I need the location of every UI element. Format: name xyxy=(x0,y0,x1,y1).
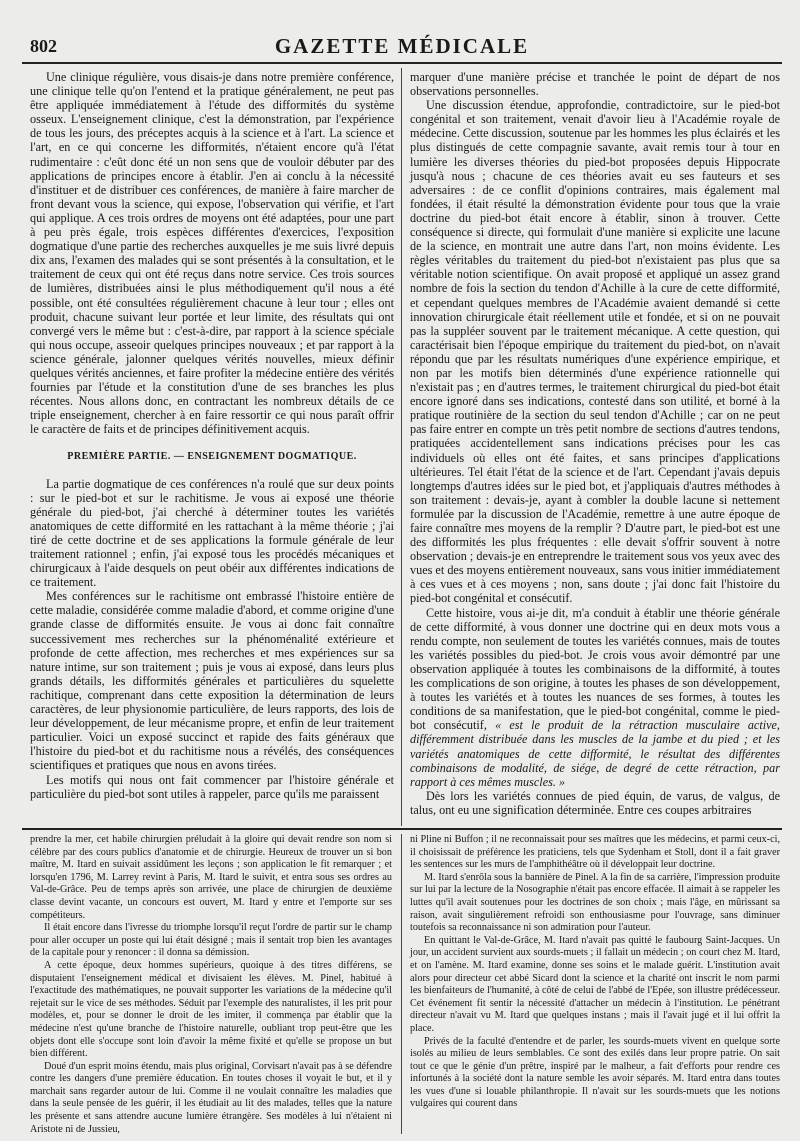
feuilleton-divider xyxy=(401,834,402,1134)
page-header xyxy=(22,30,782,60)
page-number: 802 xyxy=(30,36,57,56)
paragraph: A cette époque, deux hommes supérieurs, quoique à des titres différens, se disputaient l'enseignement médical et divisaient les élèves. M. Pinel, habitué à l'exactitude des mathématiques, ne pouvait supporter les variations de la médecine qu'il rejetait sur le vice de ses méthodes. Séduit par l'exemple des naturalistes, il les prit pour modèles, et, pour se donner le droit de les imiter, il commença par établir que la médecine n'est qu'une branche de l'histoire naturelle, oubliant trop peut-être que les objets dont elle s'occupe sont loin d'avoir la même fixité et qu'elle se propose un but bien différent. xyxy=(30,959,392,1060)
left-column xyxy=(30,70,394,801)
italic-quote: « est le produit de la rétraction musculaire active, différemment distribuée dans les muscles de la jambe et du pied ; et les variétés anatomiques de cette difformité, le résultat des différentes combinaisons de modalité, de siége, de degré de cette rétraction, par rapport à ces mêmes muscles. » xyxy=(410,718,780,789)
header-rule xyxy=(22,62,782,64)
column-divider xyxy=(401,68,402,826)
paragraph: En quittant le Val-de-Grâce, M. Itard n'avait pas quitté le faubourg Saint-Jacques. Un jour, un accident survient aux sourds-muets ; il fallait un médecin ; on court chez M. Itard, et on l'amène. M. Itard examine, donne ses soins et le malade guérit. L'institution avait alors pour directeur cet abbé Sicard dont la science et la charité ont inscrit le nom parmi les bienfaiteurs de l'humanité, à côté de celui de l'abbé de l'Epée, son illustre prédécesseur. Cet événement fit sentir la nécessité d'attacher un médecin à l'institution. Le pénétrant directeur n'avait vu M. Itard que quelques instans ; mais il l'avait jugé et il lui offrit la place. xyxy=(410,934,780,1034)
paragraph: Doué d'un esprit moins étendu, mais plus original, Corvisart n'avait pas à se défendre contre les dangers d'une première éducation. En toutes choses il voyait le but, et il y marchait sans regarder autour de lui. Comme il ne voulait connaître les maladies que dans la seule pensée de les guérir, il les étudiait au lit des malades, telles que la nature les présente et sans attendre aucune lumière étrangère. Ses modèles à lui n'étaient ni Aristote ni de Jussieu, xyxy=(30,1060,392,1135)
paragraph: Il était encore dans l'ivresse du triomphe lorsqu'il reçut l'ordre de partir sur le champ pour aller occuper un poste qui lui était désigné ; mais il sentait trop bien les avantages de la capitale pour y renoncer : il donna sa démission. xyxy=(30,922,392,959)
paragraph: M. Itard s'enrôla sous la bannière de Pinel. A la fin de sa carrière, l'impression produite sur lui par la lecture de la Nosographie n'était pas encore effacée. Il aimait à se rappeler les luttes qu'il avait soutenues pour les doctrines de son choix ; mais l'âge, en mûrissant sa raison, avait singulièrement refroidi son enthousiasme pour l'ouvrage, sans diminuer toutefois sa reconnaissance ni son admiration pour l'auteur. xyxy=(410,871,780,934)
paragraph: marquer d'une manière précise et tranchée le point de départ de nos observations personnelles. xyxy=(410,70,780,99)
paragraph: ni Pline ni Buffon ; il ne reconnaissait pour ses maîtres que les médecins, et parmi ceux-ci, il choisissait de préférence les praticiens, tels que Sydenham et Stoll, dont il a fait graver les sentences sur les murs de l'amphithéâtre où il développait leur doctrine. xyxy=(410,834,780,871)
masthead-title: GAZETTE MÉDICALE xyxy=(274,34,530,58)
paragraph: prendre la mer, cet habile chirurgien préludait à la gloire qui devait rendre son nom si célèbre par des cours publics d'anatomie et de chirurgie. Heureux de trouver un si bon maître, M. Itard en suivait assidûment les leçons ; son application le fit remarquer ; et lorsqu'en 1796, M. Larrey revint à Paris, M. Itard le suivit, et entra sous ses ordres au Val-de-Grâce. Peu de temps après son arrivée, une place de chirurgien de deuxième classe devint vacante, un concours est ouvert, M. Itard y entre et l'emporte sur ses compétiteurs. xyxy=(30,834,392,921)
paragraph-text: Cette histoire, vous ai-je dit, m'a conduit à établir une théorie générale de cette difformité, à vous donner une doctrine qui en deux mots vous a rendu compte, non seulement de toutes les variétés connues, mais de toutes les variétés possibles du pied-bot. Je crois vous avoir démontré par une observation appliquée à toutes les combinaisons de la difformité, à toutes les complications de son origine, à toutes les phases de son développement, à toutes les variétés et à toutes les nuances de ses formes, à toutes les conditions de sa manifestation, que le pied-bot congénital, comme le pied-bot consécutif, xyxy=(410,605,780,733)
paragraph: Les motifs qui nous ont fait commencer par l'histoire générale et particulière du pied-bot sont utiles à rappeler, parce qu'ils me paraissent xyxy=(30,772,394,801)
section-title: PREMIÈRE PARTIE. — ENSEIGNEMENT DOGMATIQUE. xyxy=(67,451,357,463)
feuilleton-left-column xyxy=(30,834,392,1136)
paragraph: Privés de la faculté d'entendre et de parler, les sourds-muets vivent en quelque sorte isolés au milieu de leurs semblables. Ce sont des exilés dans leur propre patrie. On sait tout ce que le génie d'un prêtre, inspiré par le malheur, a fait d'efforts pour rendre ces infortunés à la société dont la nature semble les avoir séparés. M. Itard entra dans toutes les vues d'une si louable philanthropie. Il n'avait sur les sourds-muets que les notions vulgaires qui courent dans xyxy=(410,1035,780,1110)
paragraph: Une discussion étendue, approfondie, contradictoire, sur le pied-bot congénital et son traitement, venait d'avoir lieu à l'Académie royale de médecine. Cette discussion, soutenue par les hommes les plus éclairés et les plus distingués de cette compagnie savante, avait remis tour à tour en lumière les diverses théories du pied-bot proposées depuis Hippocrate jusqu'à nous ; chacune de ces théories avait eu ses fauteurs et ses adversaires : de ce conflit d'opinions contraires, mais également mal fondées, il était résulté la démonstration évidente pour tous que la vraie doctrine du pied-bot était encore à établir, sinon à trouver. Cette conséquence si directe, qui formulait d'une manière si explicite une lacune de la science, en montrait une autre dans l'art, non moins évidente. Les règles véritables du traitement du pied-bot n'existaient pas plus que sa véritable notion scientifique. On avait proposé et appliqué un assez grand nombre de fois la section du tendon d'Achille à la cure de cette difformité, et cependant quelques membres de l'Académie avaient demandé si cette innovation chirurgicale était réellement utile et fondée, et si on ne pouvait pas la suppléer souvent par le traitement mécanique. A cette question, qui caractérisait bien l'époque empirique du traitement du pied-bot, on n'avait répondu que par les résultats numériques d'une expérience empirique, et non par les motifs bien déterminés d'une expérience rationnelle qui n'existait pas ; en d'autres termes, le traitement chirurgical du pied-bot était encore ignoré dans ses indications, contesté dans son utilité, et borné à la pratique routinière de la section du seul tendon d'Achille ; car on ne peut pas faire entrer en compte un très petit nombre de sections d'autres tendons, pratiquées accidentellement sans indications précises pour les cas individuels où elles ont été faites, et sans principes d'applications ultérieures. Tel était l'état de la science et de l'art. Cependant j'avais depuis longtemps d'autres idées sur le pied bot, et j'appliquais d'autres méthodes à son traitement : devais-je, ayant à combler la double lacune si nettement formulée par la discussion de l'Académie, remettre à une autre époque de faire connaître mes moyens de la remplir ? D'autre part, le pied-bot est une des difformités les plus fréquentes : elle devait s'offrir souvent à notre observation ; devais-je en entreprendre le traitement sous vos yeux avec des vues et des moyens entièrement nouveaux, sans vous initier immédiatement à ces vues et à ces moyens ; non, sans doute ; j'ai donc fait l'histoire du pied-bot congénital et consécutif. xyxy=(410,98,780,606)
right-column xyxy=(410,70,780,817)
paragraph xyxy=(410,606,780,789)
paragraph: Une clinique régulière, vous disais-je dans notre première conférence, une clinique telle qu'on l'entend et la pratique généralement, ne peut pas être appliquée immédiatement à l'étude des difformités du système osseux. L'enseignement clinique, c'est la démonstration, par l'expérience de tous les jours, des préceptes acquis à la science et à l'art. La science et l'art, en ce qui concerne les difformités, n'étaient encore qu'à l'état rudimentaire : c'eût donc été un non sens que de vouloir débuter par des applications de principes encore à établir. J'en ai conclu à la nécessité d'instituer et de distribuer ces conférences, de manière à faire marcher de front devant vous la science, qui expose, l'observation qui vérifie, et l'art qui applique. A ces trois ordres de moyens ont été adaptées, pour une part à peu près égale, trois espèces différentes d'exercices, l'exposition dogmatique d'une partie des recherches auxquelles je me suis livré depuis dix ans, l'examen des malades qui se sont présentés à la consultation, et le traitement de ceux qui ont été reçus dans notre service. Ces trois sources de lumières, distribuées ainsi le plus méthodiquement qu'il nous a été possible, ont été consultées régulièrement chacune à leur tour ; elles ont produit, chacune suivant leur portée et leur limite, des résultats qui ont convergé vers le même but : c'est-à-dire, par rapport à la science spéciale qui nous occupe, asseoir quelques principes nouveaux ; et par rapport à la science générale, jalonner quelques vérités nouvelles, mieux définir quelques vérités anciennes, et faire profiter la médecine entière des vérités fournies par l'étude et la constitution d'une de ses branches les plus récentes. Nous allons donc, en contractant les nombreux détails de ce triple enseignement, chercher à en faire ressortir ce qui nous paraît offrir le caractère de faits et de principes définitivement acquis. xyxy=(30,70,394,437)
feuilleton-right-column xyxy=(410,834,780,1111)
paragraph: La partie dogmatique de ces conférences n'a roulé que sur deux points : sur le pied-bot et sur le rachitisme. Je vous ai exposé une théorie générale du pied-bot, j'ai cherché à déterminer toutes les variétés anatomiques de cette difformité en les rattachant à la même théorie ; j'ai tiré de cette doctrine et de ses applications la formule générale de leur traitement rationnel ; enfin, j'ai exposé tous les procédés mécaniques et chirurgicaux à l'aide desquels on peut obéir aux différentes indications de ce traitement. xyxy=(30,476,394,590)
paragraph: Mes conférences sur le rachitisme ont embrassé l'histoire entière de cette maladie, considérée comme maladie d'abord, et comme origine d'une grande classe de difformités ensuite. Je vous ai donc fait connaître successivement mes recherches sur la phénoménalité extérieure et profonde de cette affection, mes recherches et mes expériences sur sa nature intime, sur son traitement ; puis je vous ai exposé, dans leurs plus grands détails, les difformités générales et particulières du squelette rachitique, comprenant dans cette exposition la détermination de leurs caractères, de leur physionomie particulière, de leurs rapports, des lois de leur développement, de leur mécanisme propre, et enfin de leur traitement particulier. Voici un exposé succinct et rapide des faits généraux que l'histoire du pied-bot et du rachitisme nous a révélés, des conséquences scientifiques et pratiques que nous en avons tirées. xyxy=(30,589,394,773)
paragraph: Dès lors les variétés connues de pied équin, de varus, de valgus, de talus, ont eu une signification déterminée. Entre ces coupes arbitraires xyxy=(410,788,780,817)
feuilleton-rule xyxy=(22,828,782,830)
